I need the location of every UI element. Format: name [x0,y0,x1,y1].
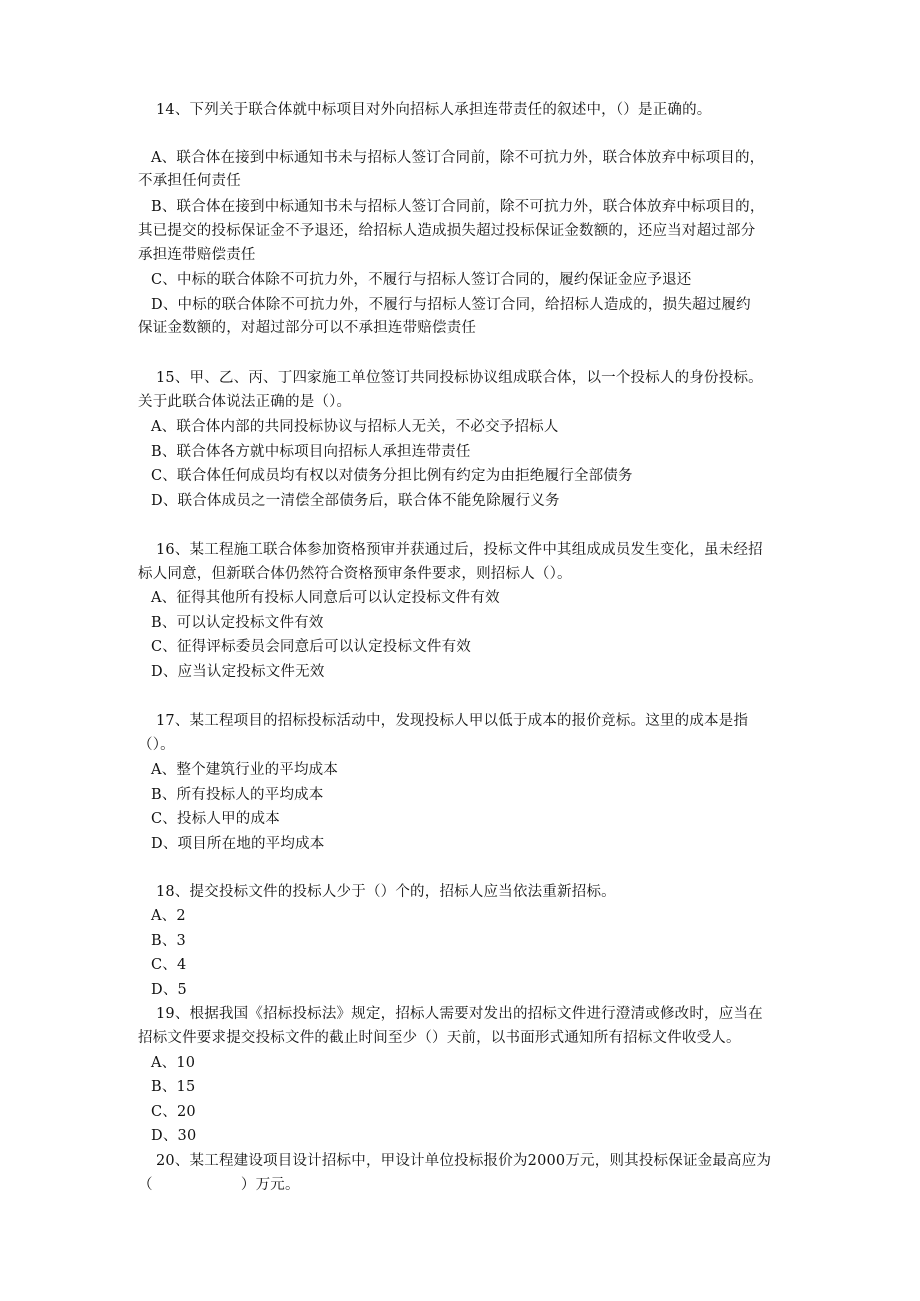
question-15-option-a: A、联合体内部的共同投标协议与招标人无关，不必交予招标人 [151,419,559,435]
question-16-option-d: D、应当认定投标文件无效 [151,664,325,680]
question-15-option-b: B、联合体各方就中标项目向招标人承担连带责任 [151,444,471,460]
question-16-option-a: A、征得其他所有投标人同意后可以认定投标文件有效 [151,590,500,606]
question-16-stem-cont: 标人同意，但新联合体仍然符合资格预审条件要求，则招标人（）。 [138,566,572,582]
question-16-option-b: B、可以认定投标文件有效 [151,615,324,631]
question-15-option-c: C、联合体任何成员均有权以对债务分担比例有约定为由拒绝履行全部债务 [151,468,633,484]
question-18-stem: 18、提交投标文件的投标人少于（）个的，招标人应当依法重新招标。 [156,884,616,900]
question-15-option-d: D、联合体成员之一清偿全部债务后，联合体不能免除履行义务 [151,493,560,509]
question-16-stem: 16、某工程施工联合体参加资格预审并获通过后，投标文件中其组成成员发生变化，虽未经招 [156,542,763,558]
question-18-option-c: C、4 [151,957,187,973]
question-19-stem: 19、根据我国《招标投标法》规定，招标人需要对发出的招标文件进行澄清或修改时，应当在 [156,1006,763,1022]
question-14-stem: 14、下列关于联合体就中标项目对外向招标人承担连带责任的叙述中，（）是正确的。 [156,102,712,118]
question-20-stem-cont: （ ）万元。 [138,1177,300,1193]
question-14-option-a-cont: 不承担任何责任 [138,173,241,189]
question-14-option-d-cont: 保证金数额的，对超过部分可以不承担连带赔偿责任 [138,320,477,336]
question-17-option-c: C、投标人甲的成本 [151,811,280,827]
question-14-option-b-cont2: 承担连带赔偿责任 [138,247,256,263]
question-17-option-a: A、整个建筑行业的平均成本 [151,762,339,778]
question-19-option-d: D、30 [151,1128,197,1144]
question-15-stem: 15、甲、乙、丙、丁四家施工单位签订共同投标协议组成联合体，以一个投标人的身份投标。 [156,370,763,386]
question-14-option-a: A、联合体在接到中标通知书未与招标人签订合同前，除不可抗力外，联合体放弃中标项目的， [151,150,765,166]
question-18-option-d: D、5 [151,982,187,998]
question-19-option-c: C、20 [151,1104,196,1120]
question-20-stem: 20、某工程建设项目设计招标中，甲设计单位投标报价为2000万元，则其投标保证金最高应为 [156,1153,772,1169]
question-16-option-c: C、征得评标委员会同意后可以认定投标文件有效 [151,639,471,655]
question-14-option-b-cont1: 其已提交的投标保证金不予退还，给招标人造成损失超过投标保证金数额的，还应当对超过部分 [138,223,756,239]
question-17-option-b: B、所有投标人的平均成本 [151,787,324,803]
question-19-stem-cont: 招标文件要求提交投标文件的截止时间至少（）天前，以书面形式通知所有招标文件收受人。 [138,1030,741,1046]
question-17-stem: 17、某工程项目的招标投标活动中，发现投标人甲以低于成本的报价竞标。这里的成本是指 [156,713,749,729]
question-14-option-c: C、中标的联合体除不可抗力外，不履行与招标人签订合同的，履约保证金应予退还 [151,272,692,288]
question-19-option-a: A、10 [151,1055,196,1071]
question-17-option-d: D、项目所在地的平均成本 [151,836,325,852]
question-17-stem-cont: （）。 [138,737,175,753]
question-15-stem-cont: 关于此联合体说法正确的是（）。 [138,394,352,410]
question-14-option-b: B、联合体在接到中标通知书未与招标人签订合同前，除不可抗力外，联合体放弃中标项目的， [151,199,765,215]
question-18-option-a: A、2 [151,908,186,924]
question-14-option-d: D、中标的联合体除不可抗力外，不履行与招标人签订合同，给招标人造成的，损失超过履约 [151,297,751,313]
question-18-option-b: B、3 [151,933,186,949]
question-19-option-b: B、15 [151,1079,196,1095]
